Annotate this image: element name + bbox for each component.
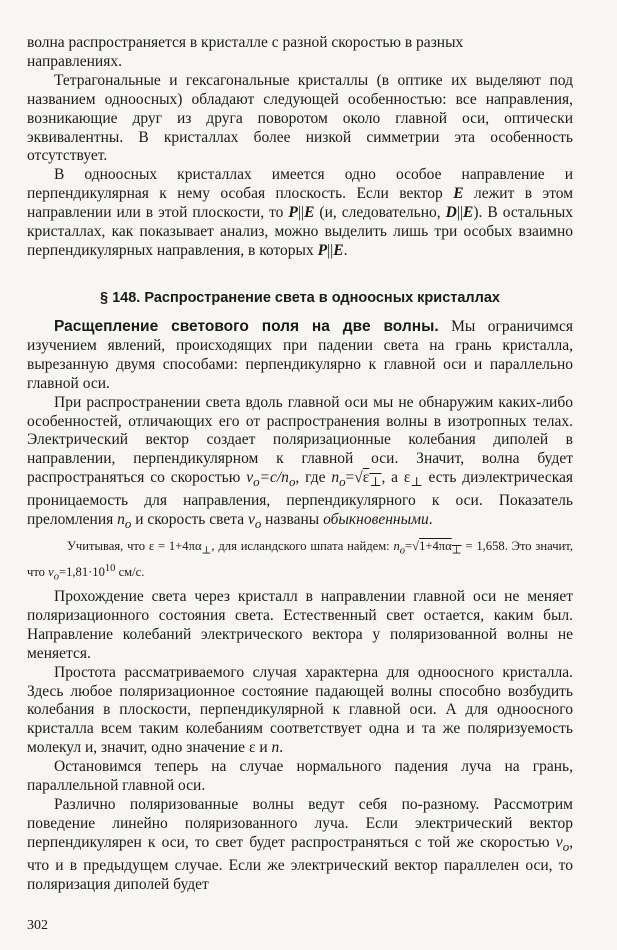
section-heading: § 148. Распространение света в одноосных кристаллах <box>100 290 500 306</box>
top-text-block <box>27 34 573 261</box>
runin-heading: Расщепление светового поля на две волны. <box>54 318 439 335</box>
calculation-note: Учитывая, что $\varepsilon = 1+4\pi\alpha_\perp$, для исландского шпата найдем: $n_o=√1+4\pi\alpha_\perp = 1,658$. Это значит, что $v_o=1,81\cdot 10^{10}$ см/с. <box>27 539 574 583</box>
paragraph-9: Различно поляризованные волны ведут себя по-разному. Рассмотрим поведение линейно поляризованного луча. Если электрический вектор перпендикулярен к оси, то свет будет распространяться с той же скоростью $v_o$, что и в предыдущем случае. Если же электрический вектор параллелен оси, то поляризация диполей будет <box>27 795 574 893</box>
paragraph-2: Тетрагональные и гексагональные кристаллы (в оптике их выделяют под названием одноосных) обладают следующей особенностью: все направления, возникающие друг из друга поворотом около главной оси, оптически эквивалентны. В кристаллах более низкой симметрии эта особенность отсутствует. <box>27 71 573 165</box>
paragraph-3: В одноосных кристаллах имеется одно особое направление и перпендикулярная к нему особая плоскость. Если вектор E лежит в этом направлении или в этой плоскости, то P||E (и, следовательно, D||E). В остальных кристаллах, как показывает анализ, можно выделить лишь три особых взаимно перпендикулярных направления, в которых P||E. <box>27 166 574 259</box>
lower-text-block <box>27 588 573 895</box>
paragraph-6: Прохождение света через кристалл в направлении главной оси не меняет поляризационного состояния света. Естественный свет остается, каким был. Направление колебаний электрического вектора у поляризованной волны не меняется. <box>27 588 573 662</box>
vector-e: E <box>453 185 464 203</box>
paragraph-4: Расщепление светового поля на две волны. Мы ограничимся изучением явлений, происходящих при падении света на грань кристалла, вырезанную двумя способами: перпендикулярно к главной оси и параллельно главной оси. <box>27 318 573 392</box>
paragraph-1: волна распространяется в кристалле с разной скоростью в разных направлениях. <box>27 34 464 70</box>
small-print-note <box>27 538 573 585</box>
paragraph-5: При распространении света вдоль главной оси мы не обнаружим каких-либо особенностей, отличающих его от распространения волны в изотропных телах. Электрический вектор создает поляризационные колебания диполей в направлении, перпендикулярном к главной оси. Значит, волна будет распространяться со скоростью $v_o=c/n_o$, где $n_o=√\varepsilon_\perp$, а $\varepsilon_\perp$ есть диэлектрическая проницаемость для направления, перпендикулярного к оси. Показатель преломления $n_o$ и скорость света $v_o$ названы обыкновенными. <box>27 393 574 532</box>
section-body <box>27 318 573 534</box>
page-number: 302 <box>27 918 48 933</box>
paragraph-8: Остановимся теперь на случае нормального падения луча на грань, параллельной главной оси. <box>27 758 573 795</box>
paragraph-7: Простота рассматриваемого случая характерна для одноосного кристалла. Здесь любое поляризационное состояние падающей волны способно возбудить колебания в плоскости, перпендикулярной к главной оси. А для одноосного кристалла всем таким колебаниям соответствует одна и та же поляризуемость молекул и, значит, одно значение ε и n. <box>27 663 573 757</box>
